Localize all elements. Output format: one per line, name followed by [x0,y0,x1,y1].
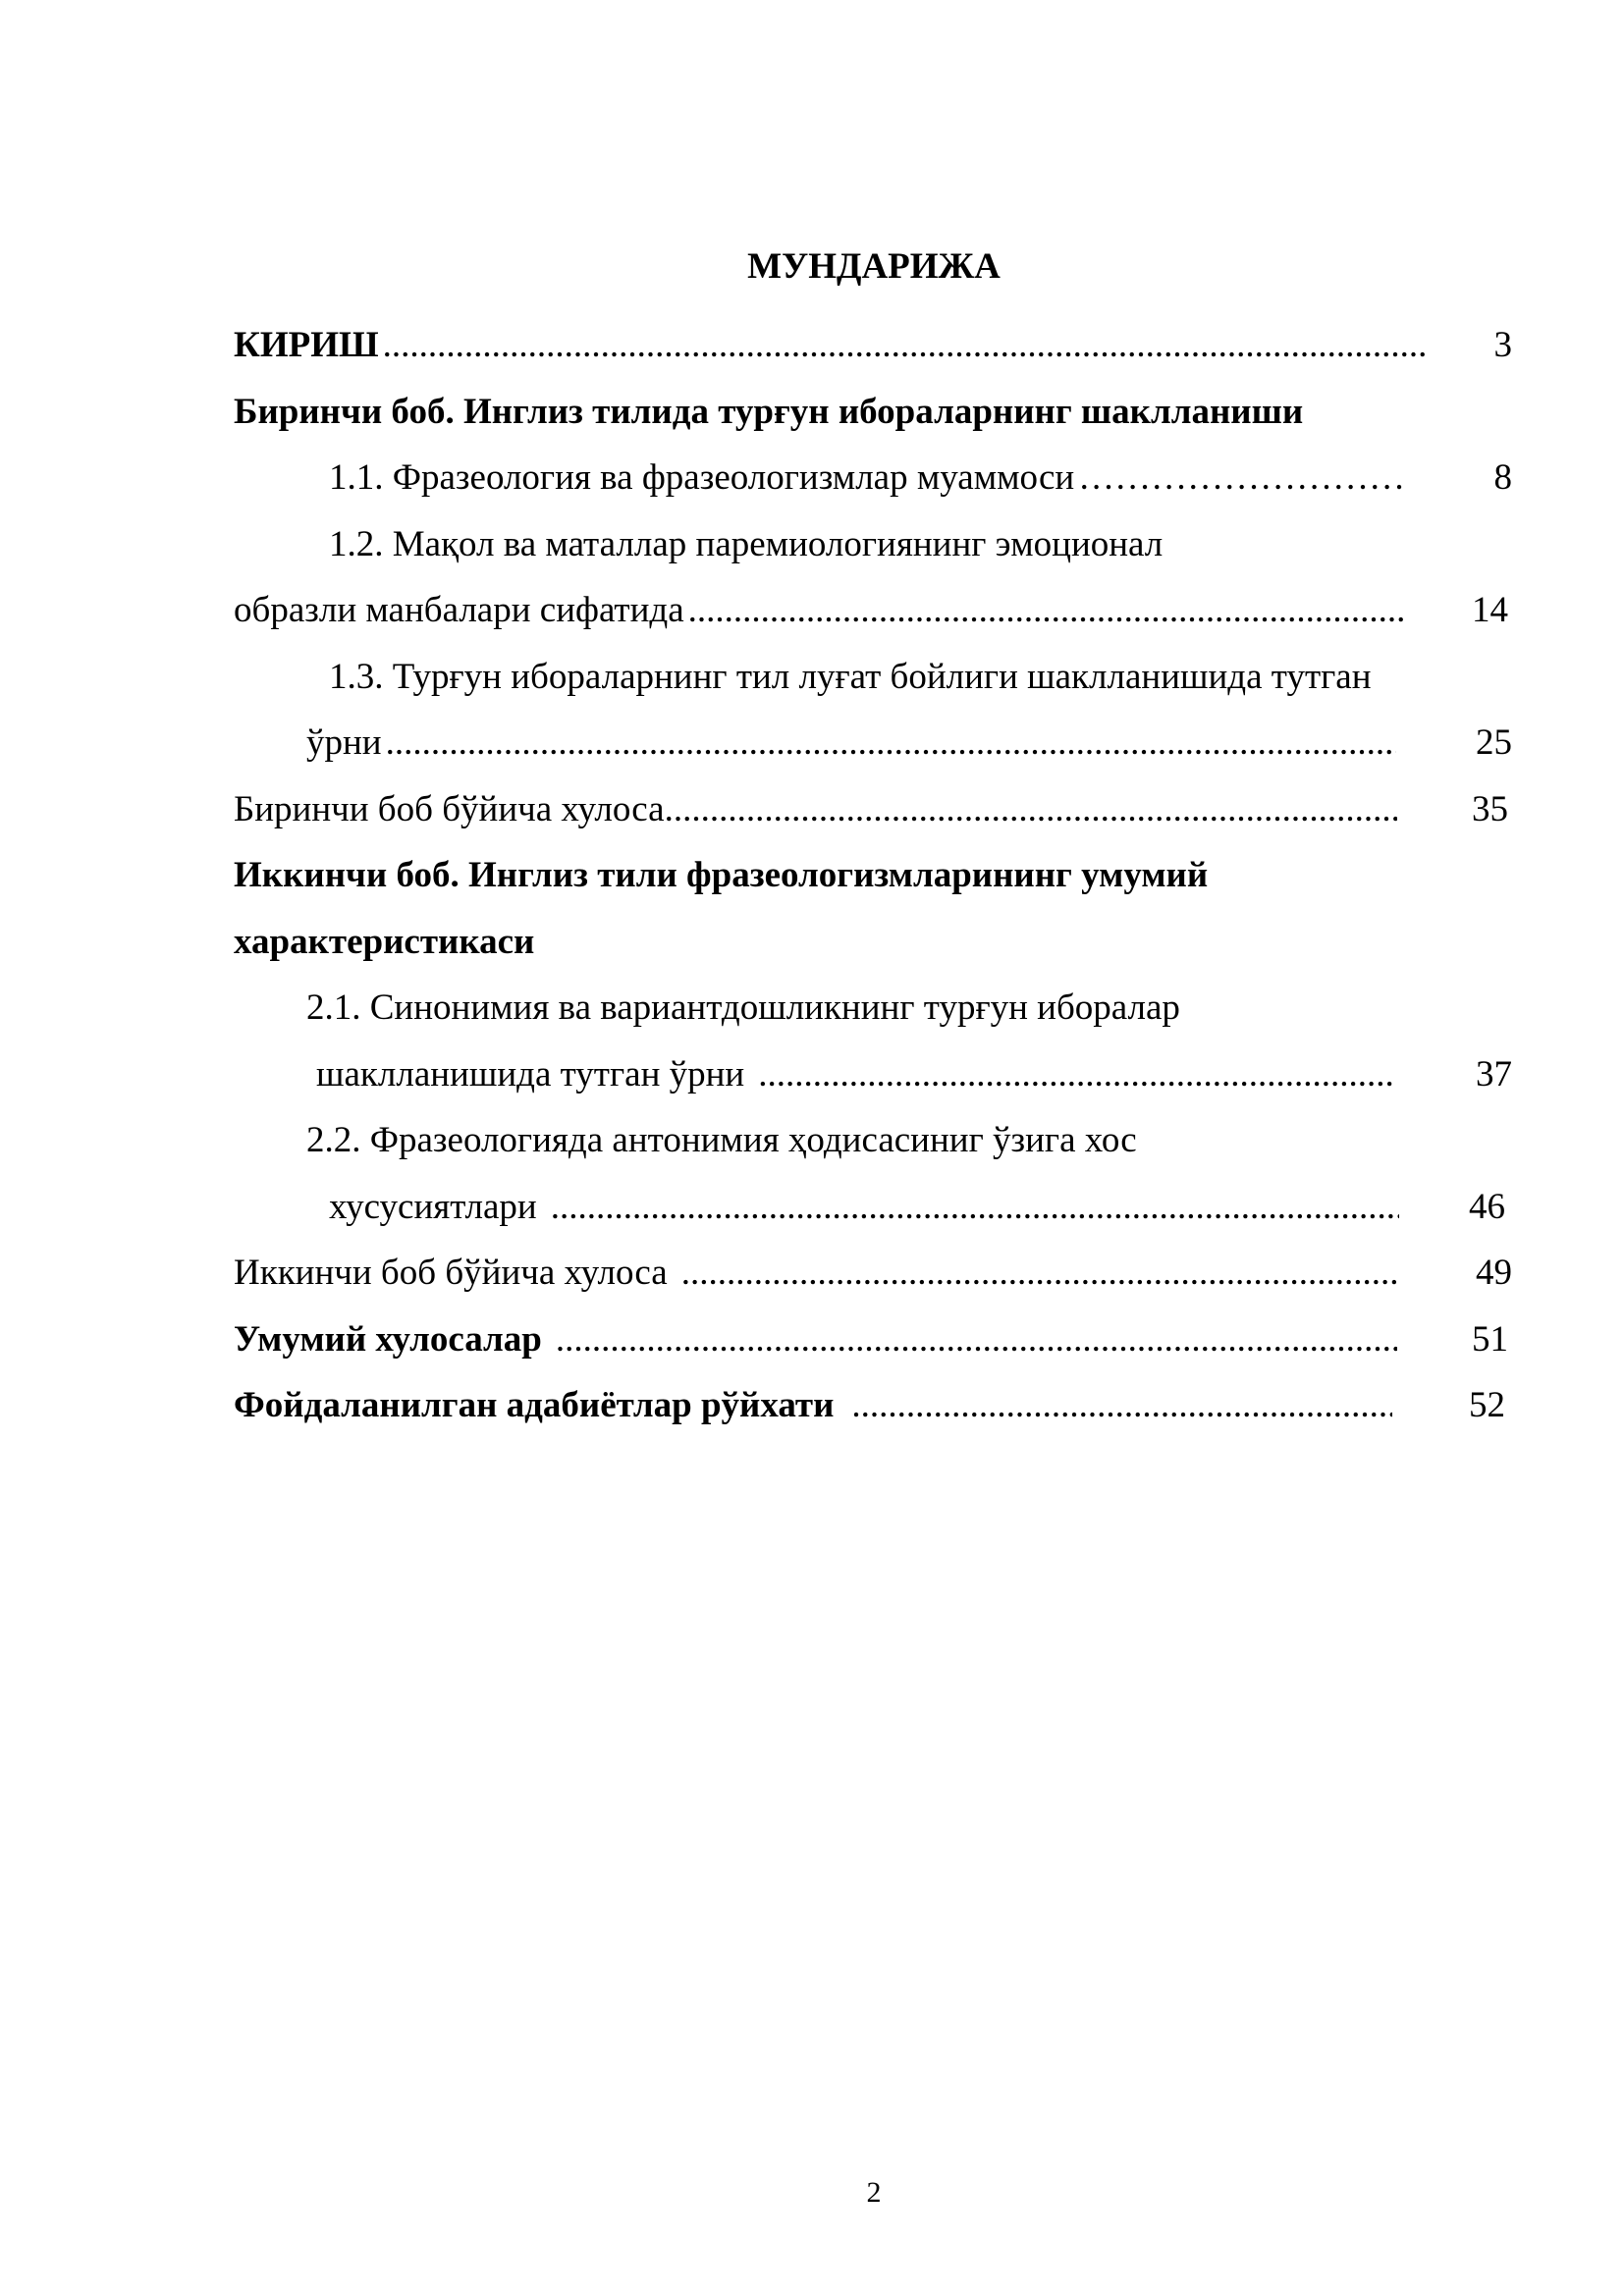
dot-leader [688,589,1407,632]
toc-page-number: 35 [1472,789,1508,829]
toc-page-number: 8 [1493,457,1512,498]
dot-leader [1078,456,1409,500]
toc-page-number: 52 [1469,1385,1505,1425]
page-title: МУНДАРИЖА [747,246,1001,287]
dot-leader [383,324,1427,367]
toc-entry-1-1 [329,456,1409,500]
toc-entry-1-3-line1: 1.3. Турғун ибораларнинг тил луғат бойлиги шаклланишида тутган [329,657,1372,697]
toc-entry-1-2-line1: 1.2. Мақол ва маталлар паремиологиянинг эмоционал [329,524,1164,564]
toc-page-number: 14 [1472,590,1508,630]
toc-entry-text: ўрни [306,722,382,763]
toc-entry-text: 1.1. Фразеология ва фразеологизмлар муаммоси [329,457,1075,498]
toc-chapter-1-heading: Биринчи боб. Инглиз тилида турғун ибораларнинг шаклланиши [234,392,1304,432]
toc-entry-1-2-line2 [234,589,1407,632]
toc-entry-text: шаклланишида тутган ўрни [316,1054,745,1095]
toc-entry-text: образли манбалари сифатида [234,590,684,630]
toc-entry-2-2-line2 [329,1186,1399,1229]
toc-entry-bibliography [234,1384,1392,1427]
toc-entry-text: Умумий хулосалар [234,1319,542,1360]
dot-leader [681,1252,1397,1295]
dot-leader [758,1053,1396,1096]
toc-page-number: 51 [1472,1319,1508,1360]
toc-page-number: 25 [1476,722,1512,763]
toc-entry-2-1-line2 [316,1053,1396,1096]
dot-leader [851,1384,1392,1427]
toc-page-number: 46 [1469,1187,1505,1227]
toc-entry-2-2-line1: 2.2. Фразеологияда антонимия ҳодисасиниг ўзига хос [306,1120,1137,1160]
toc-entry-general-conclusions [234,1318,1397,1362]
dot-leader [551,1186,1399,1229]
toc-entry-text: хусусиятлари [329,1187,537,1227]
toc-entry-text: КИРИШ [234,325,379,365]
footer-page-number: 2 [866,2176,882,2209]
toc-entry-kirish [234,324,1427,367]
toc-entry-text: Иккинчи боб бўйича хулоса [234,1253,668,1293]
dot-leader [386,721,1396,765]
toc-chapter-2-heading-line2: характеристикаси [234,922,535,962]
toc-entry-text: Биринчи боб бўйича хулоса [234,789,665,829]
toc-entry-2-1-line1: 2.1. Синонимия ва вариантдошликнинг турғун иборалар [306,988,1180,1028]
toc-entry-1-3-line2 [306,721,1396,765]
dot-leader [665,788,1397,831]
toc-entry-chapter-1-conclusion [234,788,1397,831]
toc-page-number: 37 [1476,1054,1512,1095]
toc-page-number: 49 [1476,1253,1512,1293]
toc-chapter-2-heading-line1: Иккинчи боб. Инглиз тили фразеологизмларининг умумий [234,855,1209,895]
toc-page-number: 3 [1493,325,1512,365]
dot-leader [556,1318,1397,1362]
toc-entry-text: Фойдаланилган адабиётлар рўйхати [234,1385,835,1425]
toc-entry-chapter-2-conclusion [234,1252,1397,1295]
